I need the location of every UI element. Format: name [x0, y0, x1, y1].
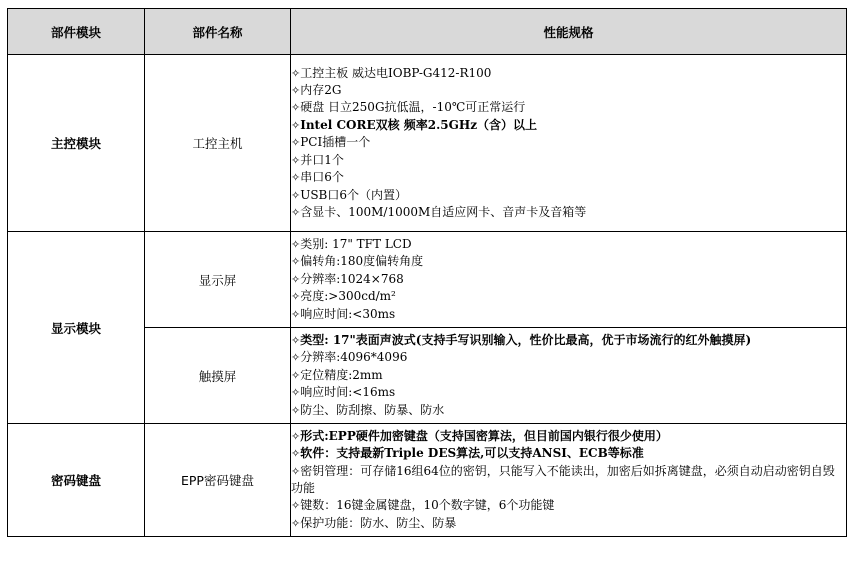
spec-text: 保护功能：防水、防尘、防暴	[300, 515, 457, 530]
spec-line	[291, 65, 846, 82]
module-cell: 显示模块	[8, 232, 145, 424]
spec-line	[291, 204, 846, 221]
spec-line	[291, 169, 846, 186]
spec-text: 含显卡、100M/1000M自适应网卡、音声卡及音箱等	[300, 204, 587, 219]
spec-line	[291, 497, 846, 514]
part-name-cell: 显示屏	[145, 232, 291, 328]
spec-text: 类型: 17"表面声波式(支持手写识别输入，性价比最高，优于市场流行的红外触摸屏)	[300, 332, 752, 347]
spec-line	[291, 402, 846, 419]
diamond-bullet-icon: ✧	[291, 368, 301, 382]
diamond-bullet-icon: ✧	[291, 290, 301, 304]
diamond-bullet-icon: ✧	[291, 307, 301, 321]
table-row	[8, 424, 847, 537]
spec-text: 形式:EPP硬件加密键盘（支持国密算法，但目前国内银行很少使用）	[300, 428, 668, 443]
diamond-bullet-icon: ✧	[291, 237, 301, 251]
header-module: 部件模块	[8, 9, 145, 55]
spec-line	[291, 117, 846, 134]
spec-line	[291, 236, 846, 253]
diamond-bullet-icon: ✧	[291, 386, 301, 400]
spec-text: 并口1个	[300, 152, 344, 167]
spec-text: 硬盘 日立250G抗低温，-10℃可正常运行	[300, 100, 526, 115]
diamond-bullet-icon: ✧	[291, 255, 301, 269]
diamond-bullet-icon: ✧	[291, 188, 301, 202]
header-name: 部件名称	[145, 9, 291, 55]
diamond-bullet-icon: ✧	[291, 84, 301, 98]
diamond-bullet-icon: ✧	[291, 429, 301, 443]
spec-line	[291, 428, 846, 445]
spec-line	[291, 152, 846, 169]
spec-text: 串口6个	[300, 170, 344, 185]
spec-text: 响应时间:<16ms	[300, 385, 396, 400]
spec-text: 亮度:>300cd/m²	[300, 289, 396, 304]
spec-cell	[291, 55, 847, 232]
diamond-bullet-icon: ✧	[291, 153, 301, 167]
spec-line	[291, 253, 846, 270]
header-specs: 性能规格	[291, 9, 847, 55]
spec-text: PCI插槽一个	[300, 135, 371, 150]
diamond-bullet-icon: ✧	[291, 118, 301, 132]
spec-line	[291, 445, 846, 462]
spec-text: 定位精度:2mm	[300, 367, 383, 382]
diamond-bullet-icon: ✧	[291, 351, 301, 365]
spec-line	[291, 82, 846, 99]
diamond-bullet-icon: ✧	[291, 272, 301, 286]
spec-text: Intel CORE双核 频率2.5GHz（含）以上	[300, 117, 538, 132]
table-row	[8, 232, 847, 328]
spec-text: 响应时间:<30ms	[300, 306, 396, 321]
header-row	[8, 9, 847, 55]
spec-line	[291, 367, 846, 384]
diamond-bullet-icon: ✧	[291, 136, 301, 150]
diamond-bullet-icon: ✧	[291, 171, 301, 185]
spec-text: USB口6个（内置）	[300, 187, 408, 202]
spec-text: 分辨率:4096*4096	[300, 350, 408, 365]
diamond-bullet-icon: ✧	[291, 499, 301, 513]
spec-cell	[291, 424, 847, 537]
spec-line	[291, 332, 846, 349]
spec-text: 类别: 17" TFT LCD	[300, 236, 412, 251]
spec-line	[291, 384, 846, 401]
module-cell: 主控模块	[8, 55, 145, 232]
spec-line	[291, 515, 846, 532]
spec-line	[291, 288, 846, 305]
diamond-bullet-icon: ✧	[291, 333, 301, 347]
spec-line	[291, 349, 846, 366]
part-name-cell: EPP密码键盘	[145, 424, 291, 537]
spec-line	[291, 187, 846, 204]
module-cell: 密码键盘	[8, 424, 145, 537]
spec-line	[291, 134, 846, 151]
spec-text: 工控主板 威达电IOBP-G412-R100	[300, 65, 492, 80]
diamond-bullet-icon: ✧	[291, 464, 301, 478]
diamond-bullet-icon: ✧	[291, 66, 301, 80]
diamond-bullet-icon: ✧	[291, 516, 301, 530]
spec-text: 防尘、防刮擦、防暴、防水	[300, 402, 445, 417]
diamond-bullet-icon: ✧	[291, 403, 301, 417]
spec-line	[291, 99, 846, 116]
spec-line	[291, 271, 846, 288]
spec-line	[291, 463, 846, 498]
diamond-bullet-icon: ✧	[291, 205, 301, 219]
spec-text: 密钥管理：可存储16组64位的密钥，只能写入不能读出，加密后如拆离键盘，必须自动启动密钥自毁功能	[291, 463, 835, 495]
spec-text: 分辨率:1024×768	[300, 271, 404, 286]
spec-cell	[291, 328, 847, 424]
diamond-bullet-icon: ✧	[291, 101, 301, 115]
spec-text: 键数：16键金属键盘，10个数字键，6个功能键	[300, 498, 555, 513]
part-name-cell: 触摸屏	[145, 328, 291, 424]
part-name-cell: 工控主机	[145, 55, 291, 232]
spec-table	[7, 8, 847, 537]
spec-cell	[291, 232, 847, 328]
diamond-bullet-icon: ✧	[291, 447, 301, 461]
spec-text: 偏转角:180度偏转角度	[300, 254, 424, 269]
spec-text: 软件：支持最新Triple DES算法,可以支持ANSI、ECB等标准	[300, 446, 644, 461]
spec-text: 内存2G	[300, 83, 342, 98]
table-row	[8, 55, 847, 232]
spec-line	[291, 306, 846, 323]
